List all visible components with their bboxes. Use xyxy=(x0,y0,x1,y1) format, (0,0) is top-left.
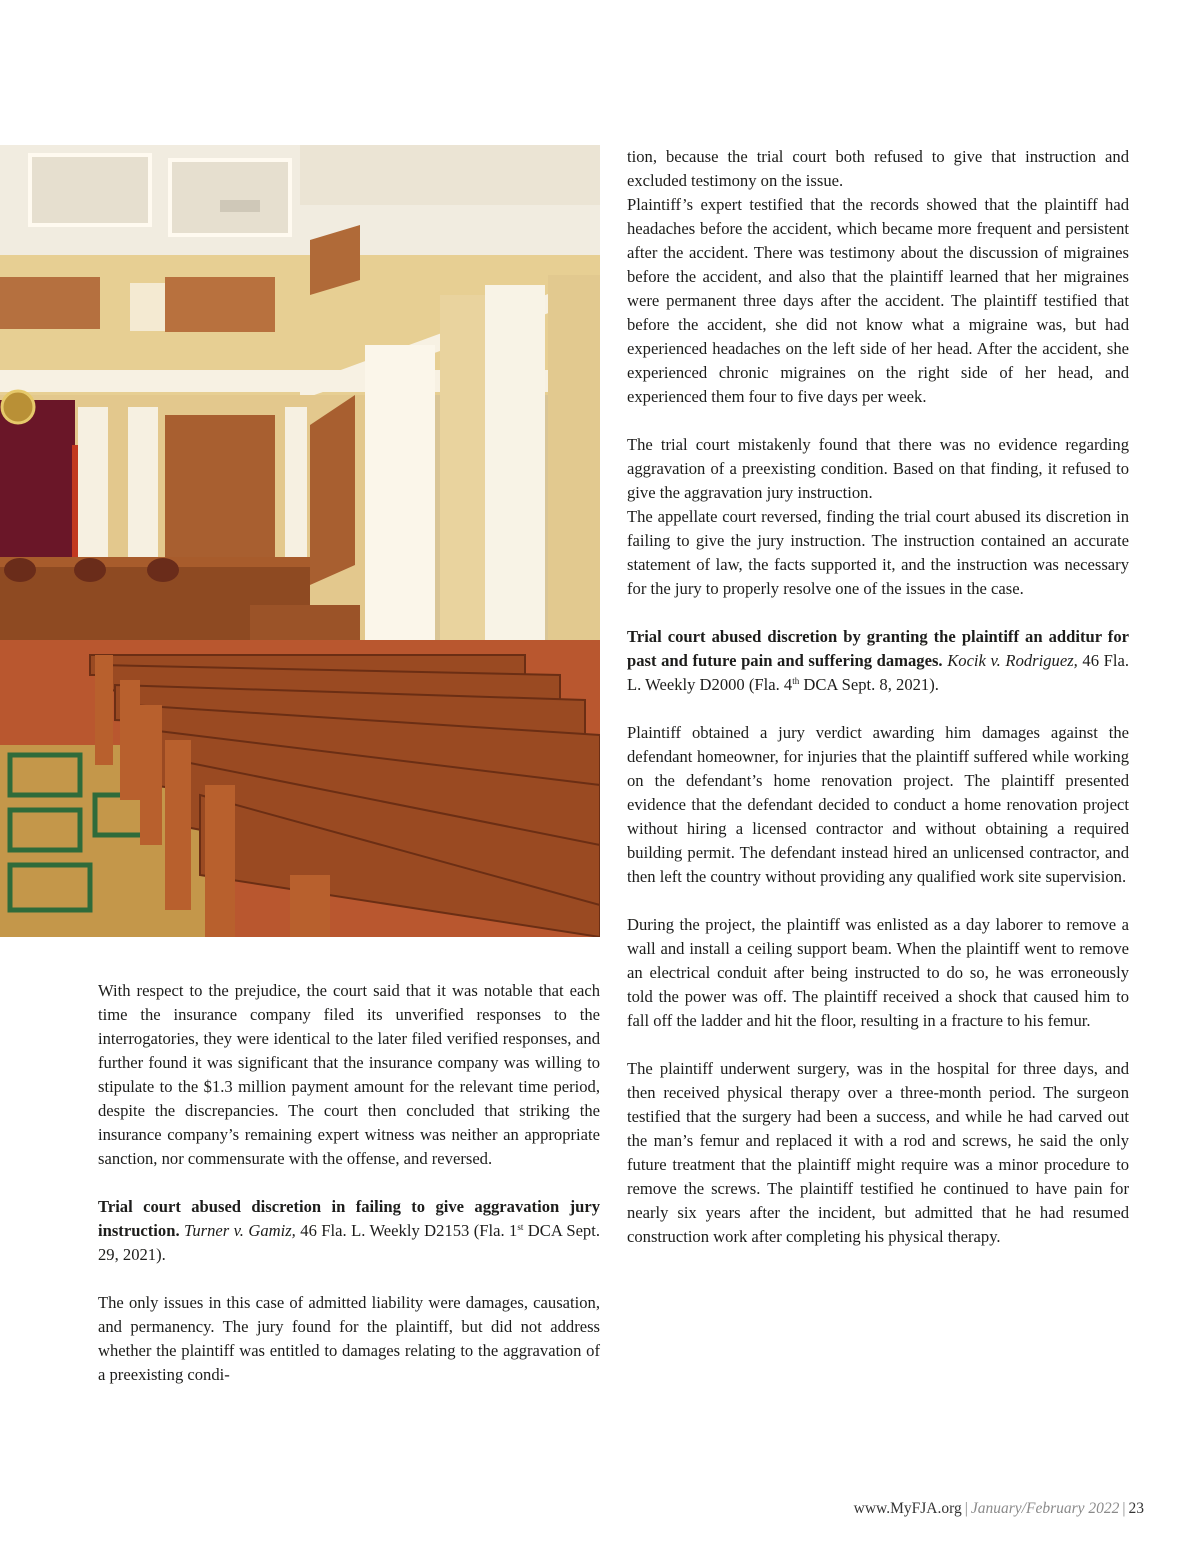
page-number: 23 xyxy=(1128,1500,1144,1517)
case-heading-kocik xyxy=(627,625,1129,697)
case-citation-end: DCA Sept. 29, 2021). xyxy=(98,1221,600,1264)
case-heading-title: Trial court abused discretion in failing to give aggravation jury instruction. xyxy=(98,1197,600,1240)
right-paragraph-4: The appellate court reversed, finding the trial court abused its discretion in failing to give the jury instruction. The instruction contained an accurate statement of law, the facts supported it, and the instruction was necessary for the jury to properly resolve one of the issues in the case. xyxy=(627,507,1129,598)
case-citation: 46 Fla. L. Weekly D2000 (Fla. 4 xyxy=(627,651,1129,694)
right-paragraph-2: Plaintiff’s expert testified that the records showed that the plaintiff had headaches before the accident, which became more frequent and persistent after the accident. There was testimony about the discussion of migraines before the accident, and also that the plaintiff learned that her migraines were permanent three days after the accident. The plaintiff testified that before the accident, she did not know what a migraine was, but had experienced headaches on the left side of her head. After the accident, she experienced chronic migraines on the right side of her head, and experienced them four to five days per week. xyxy=(627,195,1129,406)
footer-separator: | xyxy=(1122,1500,1126,1517)
case-citation-end: DCA Sept. 8, 2021). xyxy=(799,675,939,694)
case-citation-sup: st xyxy=(517,1222,524,1232)
case-citation-sup: th xyxy=(792,676,800,686)
courtroom-photo xyxy=(0,145,600,937)
left-paragraph-1: With respect to the prejudice, the court said that it was notable that each time the insurance company filed its unverified responses to the interrogatories, they were identical to the later filed verified responses, and further found it was significant that the insurance company was willing to stipulate to the $1.3 million payment amount for the relevant time period, despite the discrepancies. The court then concluded that striking the insurance company’s remaining expert witness was neither an appropriate sanction, nor commensurate with the offense, and reversed. xyxy=(98,981,600,1168)
case-heading-turner xyxy=(98,1195,600,1267)
right-paragraph-6: During the project, the plaintiff was enlisted as a day laborer to remove a wall and install a ceiling support beam. When the plaintiff went to remove an electrical conduit after being instructed to do so, he was erroneously told the power was off. The plaintiff received a shock that caused him to fall off the ladder and hit the floor, resulting in a fracture to his femur. xyxy=(627,915,1129,1030)
case-citation: 46 Fla. L. Weekly D2153 (Fla. 1 xyxy=(295,1221,518,1240)
right-paragraph-7: The plaintiff underwent surgery, was in the hospital for three days, and then received physical therapy over a three-month period. The surgeon testified that the surgery had been a success, and while he had carved out the man’s femur and replaced it with a rod and screws, he said the only future treatment that the plaintiff might require was a minor procedure to remove the screws. The plaintiff testified he continued to have pain for nearly six years after the incident, but admitted that he had resumed construction work after completing his physical therapy. xyxy=(627,1059,1129,1246)
footer-separator: | xyxy=(964,1500,968,1517)
case-name: Turner v. Gamiz, xyxy=(184,1221,296,1240)
left-column xyxy=(98,979,600,1387)
case-name: Kocik v. Rodriguez, xyxy=(947,651,1078,670)
right-paragraph-3: The trial court mistakenly found that there was no evidence regarding aggravation of a preexisting condition. Based on that finding, it refused to give the aggravation jury instruction. xyxy=(627,435,1129,502)
case-heading-title: Trial court abused discretion by granting the plaintiff an additur for past and future pain and suffering damages. xyxy=(627,627,1129,670)
right-paragraph-1: tion, because the trial court both refused to give that instruction and excluded testimony on the issue. xyxy=(627,147,1129,190)
right-paragraph-5: Plaintiff obtained a jury verdict awarding him damages against the defendant homeowner, for injuries that the plaintiff suffered while working on the defendant’s home renovation project. The plaintiff presented evidence that the defendant decided to conduct a home renovation project without hiring a licensed contractor and without obtaining a required building permit. The defendant instead hired an unlicensed contractor, and then left the country without providing any qualified work site supervision. xyxy=(627,723,1129,886)
right-column xyxy=(627,145,1129,1249)
footer-site-link[interactable]: www.MyFJA.org xyxy=(853,1500,962,1517)
left-paragraph-2: The only issues in this case of admitted liability were damages, causation, and permanency. The jury found for the plaintiff, but did not address whether the plaintiff was entitled to damages relating to the aggravation of a preexisting condi- xyxy=(98,1293,600,1384)
page-footer xyxy=(854,1500,1144,1518)
footer-issue: January/February 2022 xyxy=(970,1500,1120,1517)
